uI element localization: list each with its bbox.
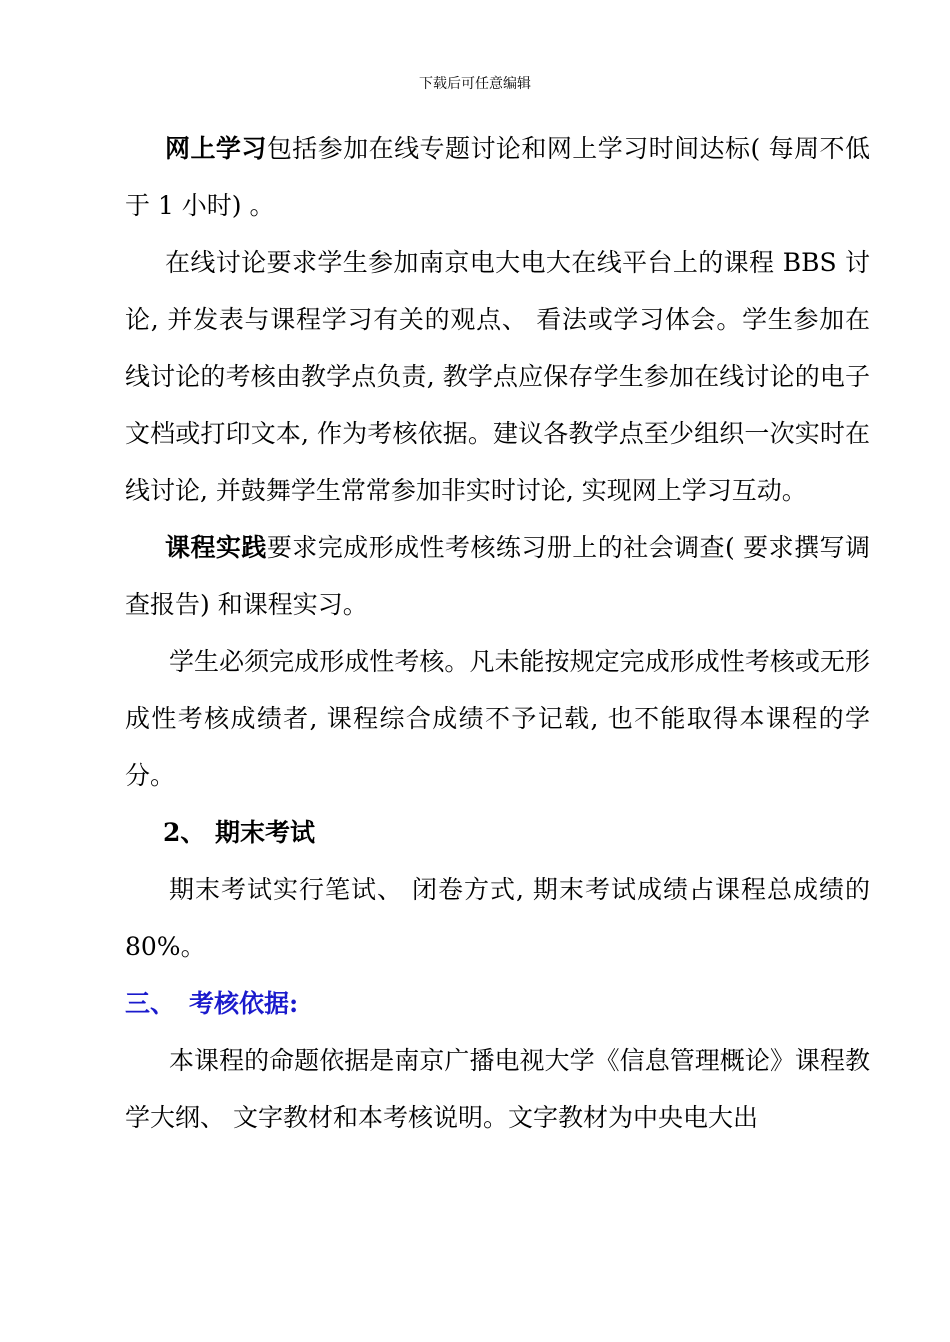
page-header: 下载后可任意编辑 [419, 76, 531, 92]
paragraph-final-exam: 期末考试实行笔试、 闭卷方式, 期末考试成绩占课程总成绩的 80%。 [125, 875, 870, 961]
item-title: 期末考试 [215, 818, 316, 847]
item-heading-final-exam [125, 804, 870, 861]
section-title: 考核依据: [189, 989, 299, 1018]
item-number: 2、 [163, 818, 206, 847]
document-body [125, 120, 870, 1146]
paragraph-text: 包括参加在线专题讨论和网上学习时间达标( 每周不低于 1 小时) 。 [125, 134, 870, 220]
section-number: 三、 [125, 989, 176, 1018]
paragraph-online-discussion: 在线讨论要求学生参加南京电大电大在线平台上的课程 BBS 讨论, 并发表与课程学习有关的观点、 看法或学习体会。学生参加在线讨论的考核由教学点负责, 教学点应保存学生参加在线讨论的电子文档或打印文本, 作为考核依据。建议各教学点至少组织一次实时在线讨论, 并鼓舞学生常常参加非实时讨论, 实现网上学习互动。 [125, 248, 870, 505]
section-heading-assessment-basis [125, 975, 870, 1032]
paragraph-text: 要求完成形成性考核练习册上的社会调查( 要求撰写调查报告) 和课程实习。 [125, 533, 870, 619]
lead-term-course-practice: 课程实践 [165, 533, 267, 562]
paragraph-course-practice [125, 519, 870, 633]
paragraph-formative-assessment: 学生必须完成形成性考核。凡未能按规定完成形成性考核或无形成性考核成绩者, 课程综合成绩不予记载, 也不能取得本课程的学分。 [125, 647, 870, 790]
lead-term-online-learning: 网上学习 [165, 134, 267, 163]
paragraph-assessment-basis: 本课程的命题依据是南京广播电视大学《信息管理概论》课程教学大纲、 文字教材和本考核说明。文字教材为中央电大出 [125, 1046, 870, 1132]
paragraph-online-learning [125, 120, 870, 234]
